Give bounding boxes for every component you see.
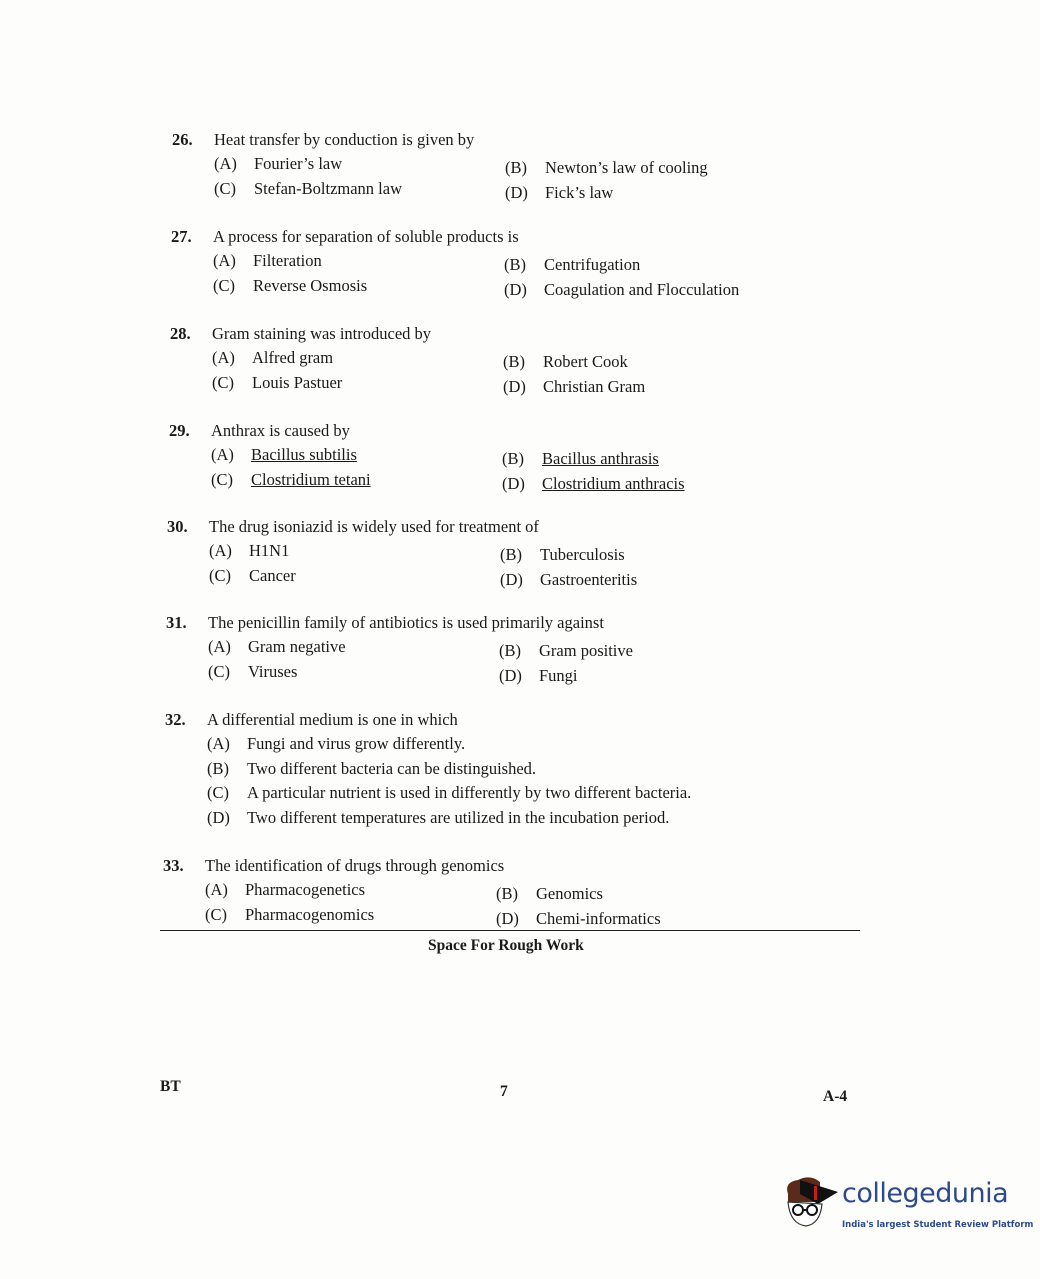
option-label: (D) bbox=[503, 376, 526, 396]
option-label: (A) bbox=[212, 348, 235, 367]
option-text: Pharmacogenomics bbox=[245, 904, 375, 924]
question-stem: The drug isoniazid is widely used for treatment of bbox=[209, 517, 539, 536]
option-text: Pharmacogenetics bbox=[245, 880, 366, 899]
option-text: Coagulation and Flocculation bbox=[544, 279, 740, 299]
option-label: (D) bbox=[500, 569, 523, 589]
option-text: Fourier’s law bbox=[254, 154, 343, 173]
option-b bbox=[207, 759, 536, 779]
option-b bbox=[505, 158, 708, 178]
question-stem: A differential medium is one in which bbox=[207, 710, 458, 729]
option-c bbox=[213, 276, 367, 296]
option-d bbox=[503, 377, 645, 397]
option-label: (B) bbox=[496, 884, 518, 903]
option-text: Alfred gram bbox=[252, 348, 334, 367]
question-stem: Anthrax is caused by bbox=[211, 421, 350, 440]
option-label: (A) bbox=[214, 154, 237, 173]
collegedunia-logo bbox=[780, 1172, 1034, 1242]
question-number: 27. bbox=[171, 227, 192, 246]
option-text: Christian Gram bbox=[543, 376, 646, 396]
question-number: 33. bbox=[163, 856, 184, 875]
option-text: Fungi bbox=[539, 665, 578, 685]
question-number: 32. bbox=[165, 710, 186, 729]
option-a bbox=[207, 734, 465, 754]
option-b bbox=[504, 255, 640, 275]
option-a bbox=[205, 880, 365, 900]
option-text: Two different bacteria can be distinguished. bbox=[247, 758, 537, 778]
option-a bbox=[212, 348, 333, 368]
option-c bbox=[207, 783, 691, 803]
question-number: 31. bbox=[166, 613, 187, 632]
question-stem: The identification of drugs through genomics bbox=[205, 856, 505, 875]
option-label: (A) bbox=[205, 880, 228, 899]
option-text: Clostridium tetani bbox=[251, 469, 371, 489]
question-stem: The penicillin family of antibiotics is used primarily against bbox=[208, 613, 604, 632]
option-a bbox=[208, 637, 346, 657]
question-number: 28. bbox=[170, 324, 191, 343]
option-label: (A) bbox=[208, 637, 231, 656]
option-text: Genomics bbox=[536, 884, 603, 903]
option-label: (D) bbox=[505, 182, 528, 202]
option-label: (B) bbox=[504, 255, 526, 274]
option-label: (B) bbox=[503, 352, 525, 371]
option-d bbox=[499, 666, 578, 686]
page-number: 7 bbox=[500, 1083, 508, 1100]
option-a bbox=[209, 541, 289, 561]
option-label: (C) bbox=[208, 661, 230, 681]
option-label: (B) bbox=[502, 449, 524, 468]
option-label: (A) bbox=[207, 734, 230, 753]
option-text: Gram negative bbox=[248, 637, 346, 656]
question-number: 29. bbox=[169, 421, 190, 440]
option-c bbox=[208, 662, 297, 682]
option-text: Gram positive bbox=[539, 641, 633, 660]
option-label: (D) bbox=[499, 665, 522, 685]
option-d bbox=[496, 909, 661, 929]
option-text: Bacillus subtilis bbox=[251, 445, 357, 464]
option-c bbox=[205, 905, 374, 925]
question-number: 26. bbox=[172, 130, 193, 149]
option-label: (B) bbox=[505, 158, 527, 177]
option-b bbox=[499, 641, 633, 661]
option-c bbox=[211, 470, 371, 490]
option-text: Clostridium anthracis bbox=[542, 473, 685, 493]
option-text: Two different temperatures are utilized in the incubation period. bbox=[247, 807, 670, 827]
option-text: Centrifugation bbox=[544, 255, 641, 274]
option-label: (C) bbox=[209, 565, 231, 585]
option-label: (D) bbox=[496, 908, 519, 928]
option-text: H1N1 bbox=[249, 541, 290, 560]
question-stem: Heat transfer by conduction is given by bbox=[214, 130, 475, 149]
option-d bbox=[207, 808, 669, 828]
option-label: (A) bbox=[209, 541, 232, 560]
option-text: Reverse Osmosis bbox=[253, 275, 368, 295]
option-c bbox=[214, 179, 402, 199]
option-label: (C) bbox=[214, 178, 236, 198]
option-text: Fungi and virus grow differently. bbox=[247, 734, 466, 753]
option-c bbox=[212, 373, 342, 393]
logo-wordmark: collegedunia bbox=[842, 1178, 1009, 1209]
option-text: Stefan-Boltzmann law bbox=[254, 178, 403, 198]
footer-subject-code: BT bbox=[160, 1078, 181, 1095]
option-label: (C) bbox=[211, 469, 233, 489]
footer-booklet-code: A-4 bbox=[823, 1088, 848, 1105]
option-label: (B) bbox=[499, 641, 521, 660]
mascot-icon bbox=[780, 1172, 840, 1242]
option-text: Cancer bbox=[249, 565, 296, 585]
option-d bbox=[500, 570, 637, 590]
option-text: Gastroenteritis bbox=[540, 569, 638, 589]
option-text: Tuberculosis bbox=[540, 545, 625, 564]
option-text: Robert Cook bbox=[543, 352, 628, 371]
option-label: (C) bbox=[207, 783, 229, 802]
option-label: (D) bbox=[504, 279, 527, 299]
option-text: Louis Pastuer bbox=[252, 372, 343, 392]
option-a bbox=[211, 445, 357, 465]
option-text: Viruses bbox=[248, 661, 298, 681]
question-stem: Gram staining was introduced by bbox=[212, 324, 432, 343]
option-text: Bacillus anthrasis bbox=[542, 449, 659, 468]
option-text: Filteration bbox=[253, 251, 322, 270]
option-label: (B) bbox=[500, 545, 522, 564]
option-b bbox=[500, 545, 625, 565]
option-a bbox=[214, 154, 342, 174]
option-d bbox=[505, 183, 613, 203]
option-label: (C) bbox=[212, 372, 234, 392]
divider-line bbox=[160, 930, 860, 931]
logo-tagline: India's largest Student Review Platform bbox=[842, 1220, 1034, 1230]
option-label: (A) bbox=[211, 445, 234, 464]
option-label: (D) bbox=[502, 473, 525, 493]
option-b bbox=[502, 449, 659, 469]
rough-work-heading: Space For Rough Work bbox=[428, 937, 584, 954]
question-number: 30. bbox=[167, 517, 188, 536]
option-a bbox=[213, 251, 322, 271]
option-text: Fick’s law bbox=[545, 182, 614, 202]
option-text: Newton’s law of cooling bbox=[545, 158, 708, 177]
option-label: (D) bbox=[207, 807, 230, 827]
option-text: Chemi-informatics bbox=[536, 908, 661, 928]
option-label: (B) bbox=[207, 758, 229, 778]
question-stem: A process for separation of soluble products is bbox=[213, 227, 519, 246]
option-c bbox=[209, 566, 296, 586]
option-label: (C) bbox=[205, 904, 227, 924]
option-d bbox=[502, 474, 685, 494]
option-label: (A) bbox=[213, 251, 236, 270]
option-b bbox=[496, 884, 603, 904]
option-b bbox=[503, 352, 628, 372]
option-d bbox=[504, 280, 739, 300]
option-text: A particular nutrient is used in differently by two different bacteria. bbox=[247, 783, 692, 802]
option-label: (C) bbox=[213, 275, 235, 295]
